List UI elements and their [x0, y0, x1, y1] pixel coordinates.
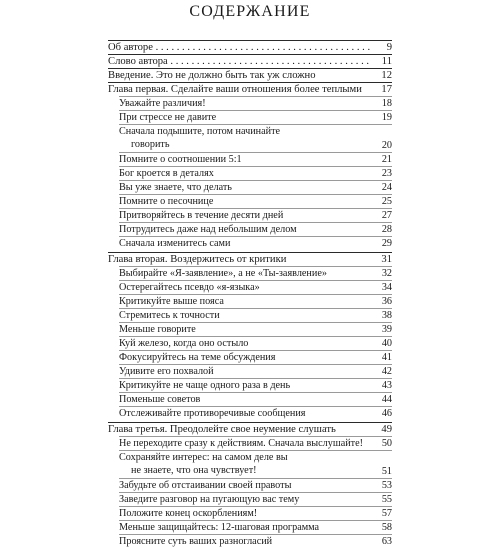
toc-entry-label: [119, 209, 370, 222]
toc-entry-label-line: Выбирайте «Я-заявление», а не «Ты-заявление»: [119, 268, 327, 279]
toc-page-number: 53: [381, 480, 392, 491]
toc-section-row: [119, 222, 392, 236]
toc-page-number: 46: [381, 408, 392, 419]
toc-section-row: [119, 294, 392, 308]
toc-chapter-row: [108, 40, 392, 54]
toc-page-number: 63: [381, 536, 392, 547]
toc-page-number: 50: [381, 438, 392, 449]
toc-page-number: 19: [381, 112, 392, 123]
toc-page-number: 24: [381, 182, 392, 193]
toc-entry-label-line: Глава вторая. Воздержитесь от критики: [108, 254, 287, 265]
toc-entry-label: [119, 337, 370, 350]
toc-entry-label: [119, 181, 370, 194]
toc-section-row: [119, 336, 392, 350]
toc-entry-label-line: Меньше говорите: [119, 324, 196, 335]
toc-page-number: 32: [381, 268, 392, 279]
toc-entry-label-line: Глава третья. Преодолейте свое неумение слушать: [108, 424, 336, 435]
toc-page-number: 55: [381, 494, 392, 505]
toc-section-row: [119, 166, 392, 180]
toc-entry-label: [119, 111, 370, 124]
toc-entry-label-line: Заведите разговор на пугающую вас тему: [119, 494, 300, 505]
toc-entry-label: [108, 69, 370, 82]
toc-section-row: [119, 436, 392, 450]
toc-chapter-row: [108, 82, 392, 96]
toc-page-number: 44: [381, 394, 392, 405]
toc-entry-label-line: Вы уже знаете, что делать: [119, 182, 232, 193]
toc-entry-label: [119, 223, 370, 236]
toc-entry-label: [119, 295, 370, 308]
toc-entry-label-line: Уважайте различия!: [119, 98, 206, 109]
page-title: СОДЕРЖАНИЕ: [189, 3, 311, 20]
toc-page-number: 40: [381, 338, 392, 349]
toc-section-row: [119, 180, 392, 194]
toc-section-row: [119, 364, 392, 378]
toc-page-number: 43: [381, 380, 392, 391]
toc-entry-label: [119, 125, 370, 151]
toc-page-number: 39: [381, 324, 392, 335]
toc-entry-label-line: Отслеживайте противоречивые сообщения: [119, 408, 306, 419]
toc-section-row: [119, 478, 392, 492]
toc-entry-label-line: Меньше защищайтесь: 12-шаговая программа: [119, 522, 320, 533]
toc-section-row: [119, 392, 392, 406]
toc-entry-label-line: Бог кроется в деталях: [119, 168, 214, 179]
toc-entry-label-line: Поменьше советов: [119, 394, 201, 405]
toc-section-row: [119, 280, 392, 294]
toc-entry-label: [119, 351, 370, 364]
toc-page-number: 38: [381, 310, 392, 321]
toc-section-row: [119, 110, 392, 124]
toc-entry-label-line: Об авторе: [108, 42, 153, 53]
toc-entry-label: [119, 167, 370, 180]
toc-chapter-row: [108, 252, 392, 266]
toc-entry-label-line: Сначала изменитесь сами: [119, 238, 231, 249]
toc-list: [108, 40, 392, 548]
toc-page-number: 21: [381, 154, 392, 165]
toc-section-row: [119, 506, 392, 520]
toc-entry-label-line: Стремитесь к точности: [119, 310, 220, 321]
toc-page-number: 23: [381, 168, 392, 179]
toc-entry-label-line: Глава первая. Сделайте ваши отношения более теплыми: [108, 84, 362, 95]
toc-page-number: 31: [381, 254, 392, 265]
toc-entry-label-line: Помните о песочнице: [119, 196, 214, 207]
toc-entry-label-line: Не переходите сразу к действиям. Сначала выслушайте!: [119, 438, 364, 449]
toc-section-row: [119, 124, 392, 152]
toc-section-row: [119, 208, 392, 222]
toc-entry-label: [108, 41, 370, 54]
toc-page-number: 34: [381, 282, 392, 293]
toc-page-number: 12: [381, 70, 392, 81]
toc-entry-label: [119, 153, 370, 166]
toc-entry-label-line: Сначала подышите, потом начинайте: [119, 126, 281, 137]
toc-page-number: 28: [381, 224, 392, 235]
toc-entry-label-line: Забудьте об отстаивании своей правоты: [119, 480, 292, 491]
toc-page-number: 57: [381, 508, 392, 519]
toc-page-number: 18: [381, 98, 392, 109]
toc-section-row: [119, 520, 392, 534]
toc-entry-label-line: Куй железо, когда оно остыло: [119, 338, 249, 349]
toc-page-number: 9: [386, 42, 392, 53]
toc-page-number: 49: [381, 424, 392, 435]
toc-entry-label: [119, 393, 370, 406]
toc-entry-label-line: Помните о соотношении 5:1: [119, 154, 242, 165]
toc-entry-label-line: Сохраняйте интерес: на самом деле вы: [119, 452, 288, 463]
toc-entry-label-line: Потрудитесь даже над небольшим делом: [119, 224, 297, 235]
toc-chapter-row: [108, 422, 392, 436]
toc-entry-label: [108, 55, 370, 68]
toc-page-number: 51: [381, 466, 392, 477]
toc-entry-label-line: Критикуйте выше пояса: [119, 296, 224, 307]
toc-page-number: 36: [381, 296, 392, 307]
toc-entry-label: [119, 407, 370, 420]
toc-page-number: 29: [381, 238, 392, 249]
toc-entry-label-line: Притворяйтесь в течение десяти дней: [119, 210, 284, 221]
toc-entry-label-line: При стрессе не давите: [119, 112, 217, 123]
toc-section-row: [119, 236, 392, 250]
toc-entry-label: [119, 507, 370, 520]
toc-page-number: 58: [381, 522, 392, 533]
toc-entry-label: [119, 97, 370, 110]
toc-page-number: 25: [381, 196, 392, 207]
toc-entry-label-continuation: не знаете, что она чувствует!: [131, 465, 257, 476]
toc-page-number: 41: [381, 352, 392, 363]
toc-section-row: [119, 406, 392, 420]
toc-entry-label-line: Фокусируйтесь на теме обсуждения: [119, 352, 276, 363]
toc-entry-label: [119, 379, 370, 392]
toc-entry-label-line: Удивите его похвалой: [119, 366, 214, 377]
toc-entry-label: [119, 535, 370, 548]
toc-entry-label: [108, 253, 370, 266]
toc-page-number: 42: [381, 366, 392, 377]
toc-entry-label-line: Остерегайтесь псевдо «я-языка»: [119, 282, 260, 293]
toc-entry-label: [119, 309, 370, 322]
toc-entry-label: [119, 267, 370, 280]
toc-entry-label: [119, 195, 370, 208]
toc-entry-label-line: Критикуйте не чаще одного раза в день: [119, 380, 291, 391]
toc-entry-label: [119, 365, 370, 378]
toc-section-row: [119, 378, 392, 392]
toc-entry-label-line: Проясните суть ваших разногласий: [119, 536, 273, 547]
toc-entry-label: [119, 521, 370, 534]
toc-entry-label-line: Положите конец оскорблениям!: [119, 508, 258, 519]
toc-entry-label: [119, 237, 370, 250]
toc-section-row: [119, 534, 392, 548]
toc-page-number: 20: [381, 140, 392, 151]
toc-page-number: 17: [381, 84, 392, 95]
toc-page-number: 27: [381, 210, 392, 221]
toc-section-row: [119, 450, 392, 478]
toc-entry-label: [119, 323, 370, 336]
toc-section-row: [119, 350, 392, 364]
toc-section-row: [119, 96, 392, 110]
toc-entry-label: [119, 451, 370, 477]
toc-entry-label: [119, 437, 370, 450]
toc-entry-label: [119, 281, 370, 294]
toc-chapter-row: [108, 68, 392, 82]
toc-entry-label-line: Введение. Это не должно быть так уж сложно: [108, 70, 316, 81]
toc-section-row: [119, 492, 392, 506]
toc-entry-label-continuation: говорить: [131, 139, 170, 150]
toc-section-row: [119, 194, 392, 208]
toc-section-row: [119, 322, 392, 336]
toc-page-number: 11: [381, 56, 392, 67]
toc-section-row: [119, 308, 392, 322]
toc-section-row: [119, 152, 392, 166]
toc-chapter-row: [108, 54, 392, 68]
toc-entry-label: [119, 479, 370, 492]
toc-entry-label: [108, 83, 370, 96]
toc-entry-label-line: Слово автора: [108, 56, 168, 67]
toc-entry-label: [108, 423, 370, 436]
toc-section-row: [119, 266, 392, 280]
